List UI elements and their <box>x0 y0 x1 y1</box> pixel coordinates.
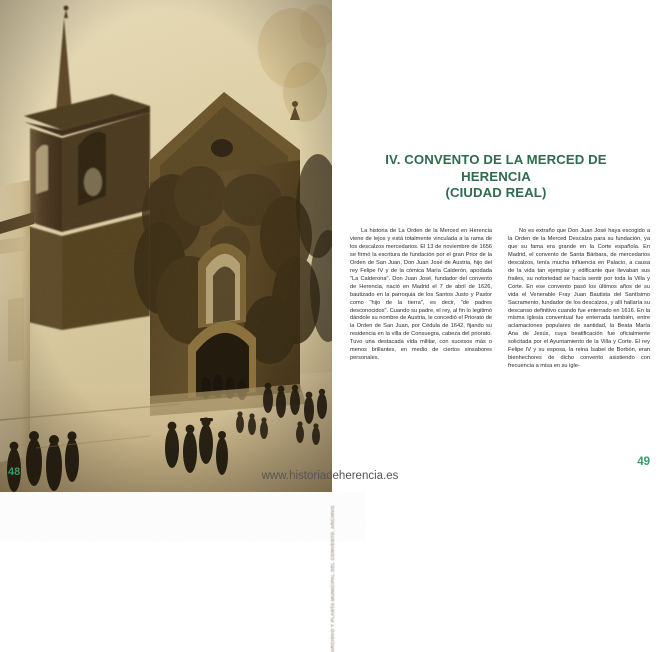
right-page-number: 49 <box>637 456 650 468</box>
chapter-title-line-2: HERENCIA <box>461 168 531 184</box>
footer-website-url: www.historiadeherencia.es <box>261 470 399 482</box>
body-paragraph-1: La historia de La Orden de la Merced en Herencia viene de lejos y está totalmente vinculada a la rama de los descalzos mercedarios. El 13 de noviembre de 1656 se firmó la escritura de fundación por el gran Prior de la Orden de San Juan, Don Juan José de Austria, hijo del rey Felipe IV y de la cómica María Calderón, apodada "La Calderona". Don Juan José, fundador del convento de Herencia, nació en Madrid el 7 de abril de 1626, bautizado en la parroquia de los Santos Justo y Pastor como "hijo de la tierra", es decir, "de padres desconocidos". Cuando su padre, el rey, al fin lo legitimó dándole su nombre de Austria, le concedió el Priorato de la Orden de San Juan, por Cédula de 1642, fijando su residencia en la villa de Consuegra, cabeza del priorato. Tuvo una destacada vida militar, con sucesos más o menos brillantes, en medio de ciertos sinsabores personales. <box>350 228 492 362</box>
body-column-left <box>350 228 492 371</box>
body-paragraph-2: No es extraño que Don Juan José haya escogido a la Orden de la Merced Descalza para su fundación, ya que su fama era grande en la Corte española. En Madrid, el convento de Santa Bárbara, de mercedarios descalzos, tenía mucha influencia en Palacio, a causa de la vida tan ejemplar y edificante que llevaban sus frailes, su notoriedad se hacía sentir por toda la Villa y Corte. En ese convento pasó los últimos años de su vida el Venerable Fray Juan Bautista del Santísimo Sacramento, fundador de los descalzos, y allí hallaría su descanso definitivo cuando fue enterrado en 1616. En la misma iglesia conventual fue enterrada también, entre aclamaciones populares de santidad, la Beata María Ana de Jesús, cuya beatificación fue oficialmente solicitada por el Ayuntamiento de la Villa y Corte. El rey Felipe IV y su esposa, la reina Isabel de Borbón, eran bienhechores de dicho convento asistiendo con frecuencia a misa en su igle- <box>508 228 650 370</box>
text-page <box>332 0 660 492</box>
body-column-right <box>508 228 650 371</box>
left-page-number: 48 <box>8 466 21 478</box>
photo-credit-vertical-caption: ARCHIVO Y PLANTA MUNICIPAL DEL CONVENTO. ARCHIVO <box>330 505 335 652</box>
body-columns <box>350 228 650 371</box>
chapter-title <box>346 152 646 202</box>
chapter-title-line-1: IV. CONVENTO DE LA MERCED DE <box>385 152 607 167</box>
convento-historic-photograph <box>0 0 332 492</box>
chapter-title-line-3: (CIUDAD REAL) <box>445 185 547 200</box>
